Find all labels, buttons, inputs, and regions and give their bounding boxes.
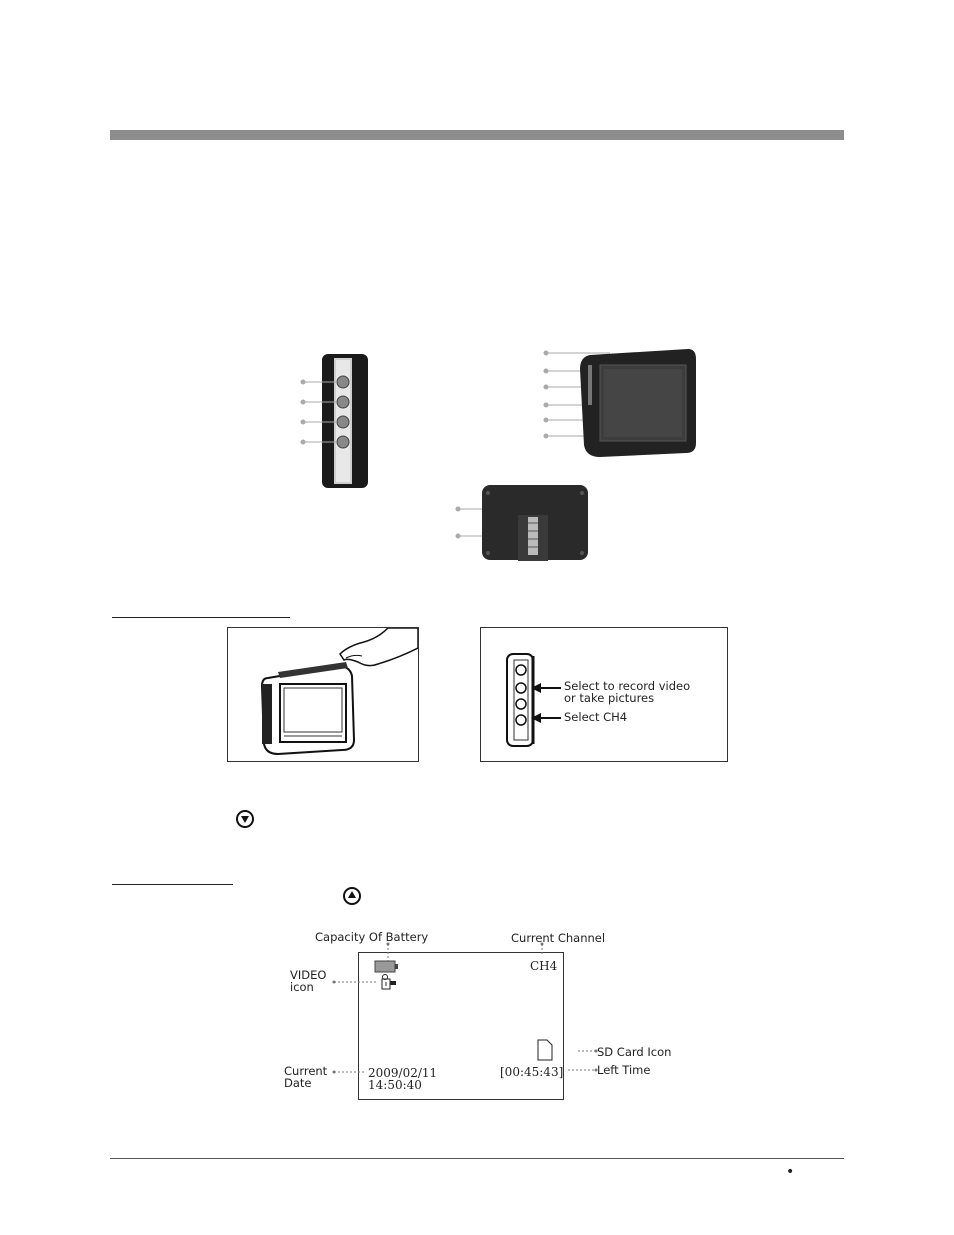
osd-channel: CH4: [530, 959, 558, 973]
device-side-view: [300, 352, 370, 490]
osd-time: 14:50:40: [368, 1078, 422, 1092]
figure-box-left: [227, 627, 419, 762]
label-left-time: Left Time: [597, 1063, 651, 1077]
section-heading-underline-2: [112, 884, 233, 885]
device-front-view: [540, 345, 700, 460]
device-back-view: [452, 483, 592, 563]
label-sd-card-icon: SD Card Icon: [597, 1045, 672, 1059]
label-select-ch4: Select CH4: [564, 710, 628, 724]
label-take-pictures: or take pictures: [564, 691, 655, 705]
section-heading-underline: [112, 617, 290, 618]
label-current-date-1: Current: [284, 1064, 328, 1078]
label-current-date-2: Date: [284, 1076, 312, 1090]
footer-bullet: •: [786, 1164, 795, 1180]
figure-box-right: [480, 627, 728, 762]
osd-date: 2009/02/11: [368, 1066, 438, 1080]
label-video-icon-2: icon: [290, 980, 314, 994]
up-button-icon: [343, 887, 361, 905]
label-capacity-of-battery: Capacity Of Battery: [315, 930, 429, 944]
header-rule: [110, 130, 844, 140]
down-button-icon: [236, 810, 254, 828]
label-video-icon-1: VIDEO: [290, 968, 327, 982]
footer-rule: [110, 1158, 844, 1159]
label-record-video: Select to record video: [564, 679, 691, 693]
hand-pressing-device-illustration: [228, 628, 418, 761]
osd-left-time: [00:45:43]: [500, 1065, 564, 1079]
label-current-channel: Current Channel: [511, 931, 606, 945]
